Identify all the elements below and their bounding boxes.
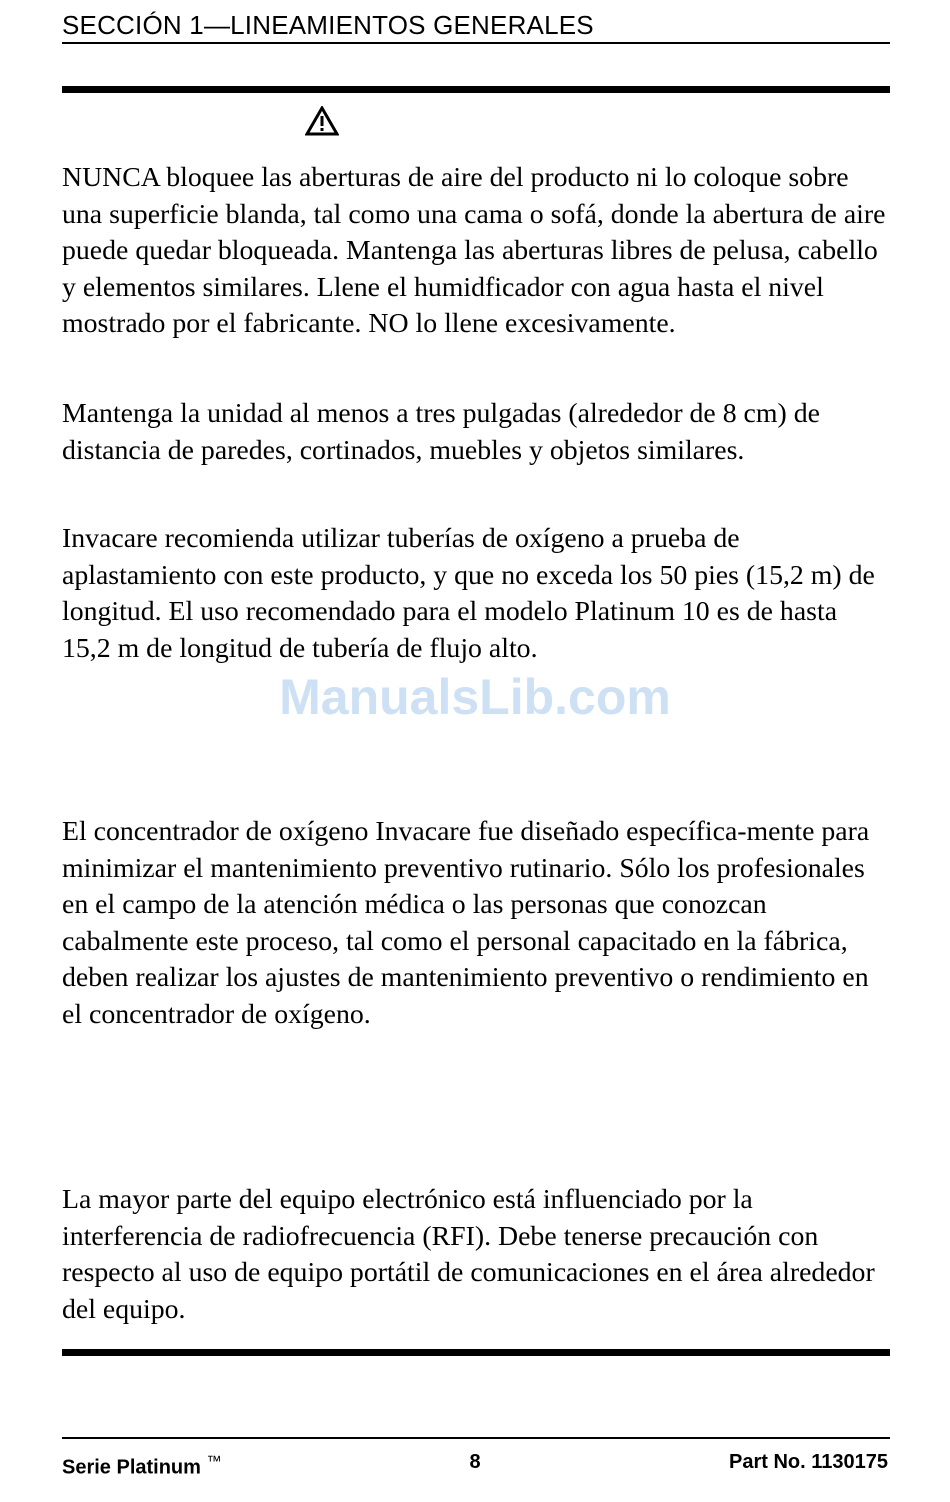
warning-triangle-icon [305, 106, 339, 136]
watermark: ManualsLib.com [279, 669, 671, 725]
paragraph-rfi: La mayor parte del equipo electrónico está influenciado por la interferencia de radiofrecuencia (RFI). Debe tenerse precaución con respecto al uso de equipo portátil de comunicaciones en el área alrededor del equipo. [62, 1184, 875, 1325]
paragraph-air-openings: NUNCA bloquee las aberturas de aire del producto ni lo coloque sobre una superficie blanda, tal como una cama o sofá, donde la abertura de aire puede quedar bloqueada. Mantenga las aberturas libres de pelusa, cabello y elementos similares. Llene el humidficador con agua hasta el nivel mostrado por el fabricante. NO lo llene excesivamente. [62, 162, 886, 340]
paragraph-unit-distance: Mantenga la unidad al menos a tres pulgadas (alrededor de 8 cm) de distancia de paredes, cortinados, muebles y objetos similares. [62, 398, 820, 466]
footer-part-number: Part No. 1130175 [729, 1451, 888, 1473]
footer-page-number: 8 [469, 1451, 481, 1473]
section-header: SECCIÓN 1—LINEAMIENTOS GENERALES [62, 8, 890, 44]
bottom-divider [62, 1349, 890, 1356]
footer-product-name: Serie Platinum ™ [62, 1453, 222, 1479]
trademark-symbol: ™ [206, 1453, 222, 1470]
paragraph-preventive-maintenance: El concentrador de oxígeno Invacare fue diseñado específica-mente para minimizar el mantenimiento preventivo rutinario. Sólo los profesionales en el campo de la atención médica o las personas que conozcan cabalmente este proceso, tal como el personal capacitado en la fábrica, deben realizar los ajustes de mantenimiento preventivo o rendimiento en el concentrador de oxígeno. [62, 816, 870, 1030]
top-divider [62, 86, 890, 93]
footer-divider [62, 1437, 890, 1439]
paragraph-oxygen-tubing: Invacare recomienda utilizar tuberías de oxígeno a prueba de aplastamiento con este producto, y que no exceda los 50 pies (15,2 m) de longitud. El uso recomendado para el modelo Platinum 10 es de hasta 15,2 m de longitud de tubería de flujo alto. [62, 523, 875, 664]
